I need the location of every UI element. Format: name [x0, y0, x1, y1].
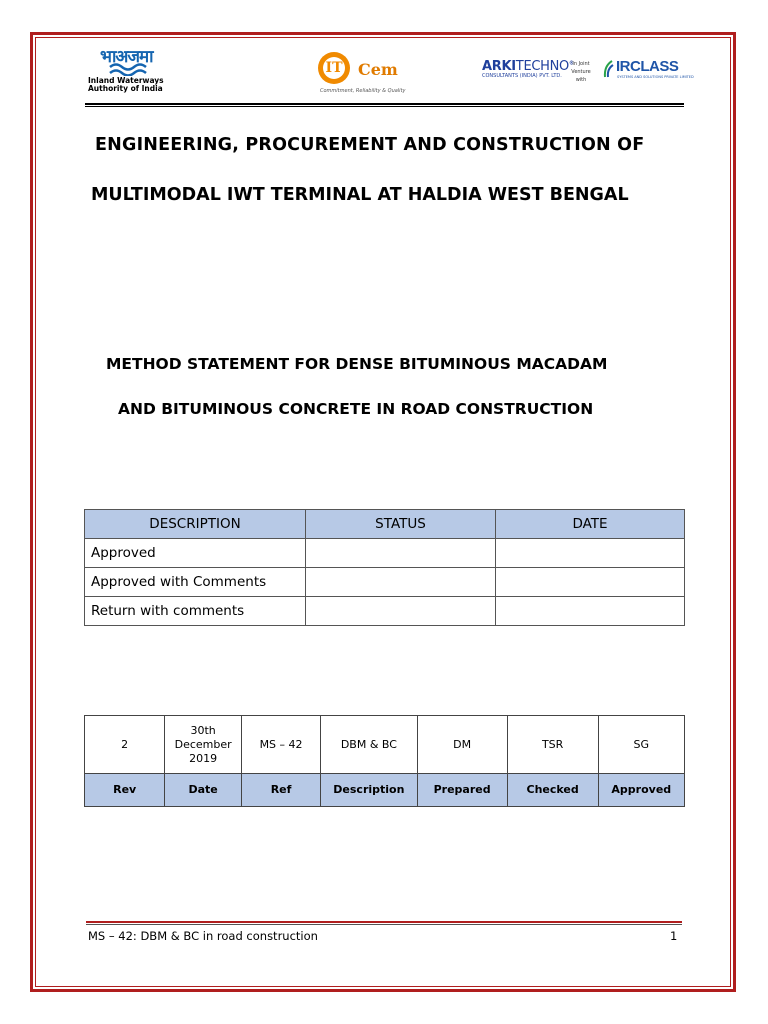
iwai-logo — [88, 44, 178, 94]
date-cell — [496, 539, 685, 568]
table-row — [85, 568, 685, 597]
arki-name-rest: TECHNO — [515, 59, 569, 74]
revision-table — [84, 715, 685, 807]
irclass-logo — [602, 58, 694, 84]
arki-name-bold: ARKI — [482, 59, 516, 74]
iwai-hindi-text: भाअजमा — [100, 47, 153, 67]
revision-row — [85, 716, 685, 774]
revision-table-header — [85, 774, 685, 807]
itcem-name: Cem — [358, 60, 398, 79]
header-cell: DATE — [496, 510, 685, 539]
description-cell: Approved with Comments — [85, 568, 306, 597]
jv-line1: In Joint Venture — [571, 61, 591, 75]
header-cell: Description — [321, 774, 417, 807]
header-cell: Approved — [598, 774, 684, 807]
itcem-circle-icon — [318, 52, 350, 84]
document-title-line1: ENGINEERING, PROCUREMENT AND CONSTRUCTION OF — [95, 135, 645, 155]
header-rule-thin — [85, 106, 684, 107]
header-rule — [85, 103, 684, 105]
footer-rule-thin — [86, 924, 682, 925]
status-cell — [306, 597, 496, 626]
table-row — [85, 539, 685, 568]
date-day: 30th — [190, 723, 216, 737]
date-year: 2019 — [189, 751, 218, 765]
itcem-mark: IT — [323, 57, 345, 79]
irclass-name: IRCLASS — [616, 58, 679, 75]
itcem-tagline: Commitment, Reliability & Quality — [320, 88, 406, 94]
page-number: 1 — [670, 929, 678, 943]
irclass-subtitle: SYSTEMS AND SOLUTIONS PRIVATE LIMITED — [617, 75, 694, 79]
date-cell — [496, 568, 685, 597]
header-cell: Prepared — [417, 774, 507, 807]
date-month: December — [174, 737, 232, 751]
waves-icon — [108, 62, 148, 76]
rev-cell: 2 — [85, 716, 165, 774]
status-table — [84, 509, 685, 626]
date-cell — [496, 597, 685, 626]
header-cell: Rev — [85, 774, 165, 807]
checked-cell: TSR — [507, 716, 598, 774]
itcem-logo — [318, 52, 408, 96]
footer-rule — [86, 921, 682, 923]
approved-cell: SG — [598, 716, 684, 774]
status-table-header — [85, 510, 685, 539]
header-cell: Ref — [241, 774, 320, 807]
table-row — [85, 597, 685, 626]
header-cell: DESCRIPTION — [85, 510, 306, 539]
document-subtitle-line2: AND BITUMINOUS CONCRETE IN ROAD CONSTRUCTION — [118, 400, 594, 418]
description-cell: Approved — [85, 539, 306, 568]
description-cell: Return with comments — [85, 597, 306, 626]
jv-line2: with — [575, 77, 587, 83]
footer-text: MS – 42: DBM & BC in road construction — [88, 929, 318, 943]
irclass-leaf-icon — [602, 60, 614, 78]
date-cell — [165, 716, 242, 774]
iwai-name-line2: Authority of India — [88, 84, 163, 93]
status-cell — [306, 539, 496, 568]
description-cell: DBM & BC — [321, 716, 417, 774]
iwai-name-line1: Inland Waterways — [88, 76, 164, 85]
prepared-cell: DM — [417, 716, 507, 774]
joint-venture-note — [566, 60, 596, 84]
document-title-line2: MULTIMODAL IWT TERMINAL AT HALDIA WEST BENGAL — [91, 185, 629, 205]
status-cell — [306, 568, 496, 597]
header-cell: STATUS — [306, 510, 496, 539]
header-cell: Checked — [507, 774, 598, 807]
arki-subtitle: CONSULTANTS (INDIA) PVT. LTD. — [482, 73, 562, 79]
header-cell: Date — [165, 774, 242, 807]
document-subtitle-line1: METHOD STATEMENT FOR DENSE BITUMINOUS MACADAM — [106, 355, 608, 373]
arkitechno-logo: ARKITECHNO® CONSULTANTS (INDIA) PVT. LTD. — [482, 59, 574, 79]
ref-cell: MS – 42 — [241, 716, 320, 774]
